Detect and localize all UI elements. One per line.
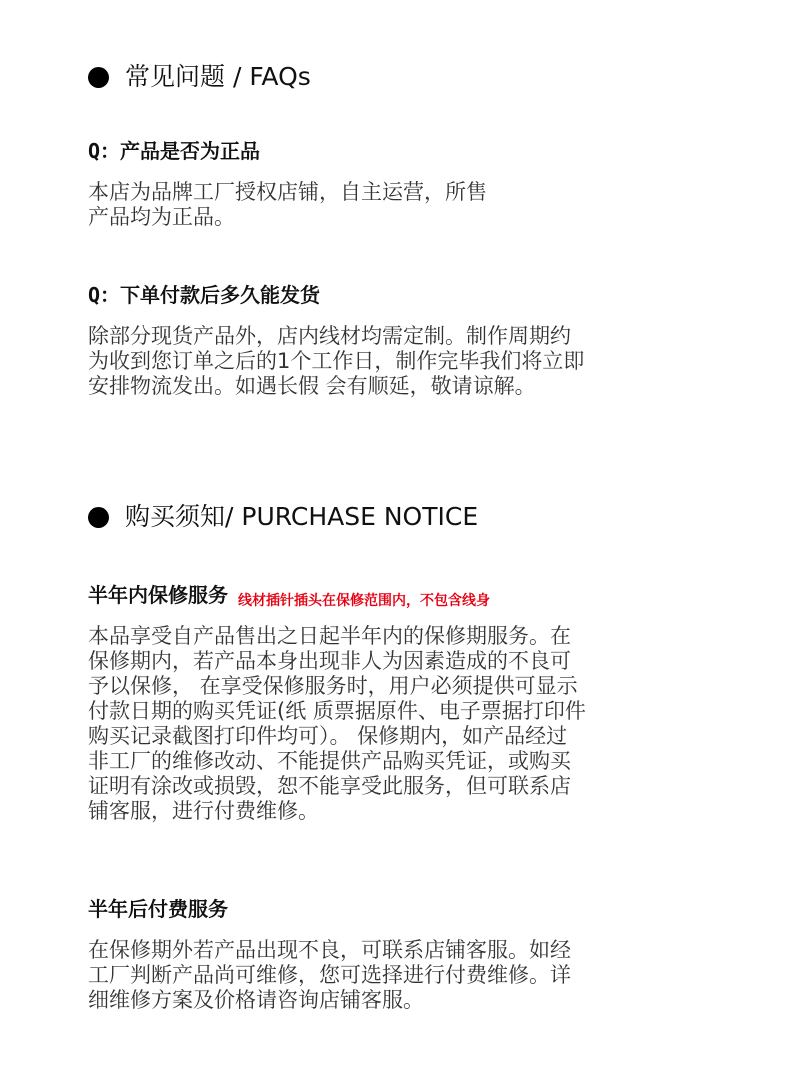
answer-line: 产品均为正品。 (88, 205, 235, 229)
warranty-body (88, 624, 586, 824)
faq-question-1 (88, 138, 260, 164)
bullet-dot-icon (88, 507, 109, 528)
warranty-heading (88, 582, 490, 611)
question-text: 下单付款后多久能发货 (120, 283, 321, 307)
paid-service-heading-text: 半年后付费服务 (88, 897, 228, 921)
answer-line: 本品享受自产品售出之日起半年内的保修期服务。在 (88, 624, 571, 648)
purchase-title-text: 购买须知/ PURCHASE NOTICE (125, 502, 479, 531)
answer-line: 购买记录截图打印件均可）。 保修期内，如产品经过 (88, 724, 568, 748)
faq-question-2 (88, 282, 320, 308)
answer-line: 细维修方案及价格请咨询店铺客服。 (88, 988, 424, 1012)
faq-answer-1 (88, 180, 487, 230)
question-prefix: Q： (88, 283, 121, 307)
answer-line: 保修期内，若产品本身出现非人为因素造成的不良可 (88, 649, 571, 673)
purchase-section-title (88, 502, 478, 532)
answer-line: 铺客服，进行付费维修。 (88, 799, 319, 823)
faq-answer-2 (88, 324, 584, 399)
answer-line: 予以保修， 在享受保修服务时，用户必须提供可显示 (88, 674, 578, 698)
bullet-dot-icon (88, 67, 109, 88)
answer-line: 证明有涂改或损毁，恕不能享受此服务，但可联系店 (88, 774, 571, 798)
answer-line: 为收到您订单之后的1个工作日，制作完毕我们将立即 (88, 349, 585, 373)
warranty-note: 线材插针插头在保修范围内，不包含线身 (238, 593, 490, 609)
answer-line: 非工厂的维修改动、不能提供产品购买凭证，或购买 (88, 749, 571, 773)
answer-line: 在保修期外若产品出现不良，可联系店铺客服。如经 (88, 938, 571, 962)
answer-line: 安排物流发出。如遇长假 会有顺延，敬请谅解。 (88, 374, 536, 398)
question-prefix: Q： (88, 139, 121, 163)
faq-section-title (88, 62, 311, 92)
question-text: 产品是否为正品 (120, 139, 261, 163)
answer-line: 付款日期的购买凭证(纸 质票据原件、电子票据打印件 (88, 699, 586, 723)
paid-service-body (88, 938, 571, 1013)
answer-line: 除部分现货产品外，店内线材均需定制。制作周期约 (88, 324, 571, 348)
warranty-heading-text: 半年内保修服务 (88, 583, 228, 607)
answer-line: 工厂判断产品尚可维修，您可选择进行付费维修。详 (88, 963, 571, 987)
faq-title-text: 常见问题 / FAQs (125, 62, 311, 91)
paid-service-heading (88, 896, 228, 922)
answer-line: 本店为品牌工厂授权店铺，自主运营，所售 (88, 180, 487, 204)
